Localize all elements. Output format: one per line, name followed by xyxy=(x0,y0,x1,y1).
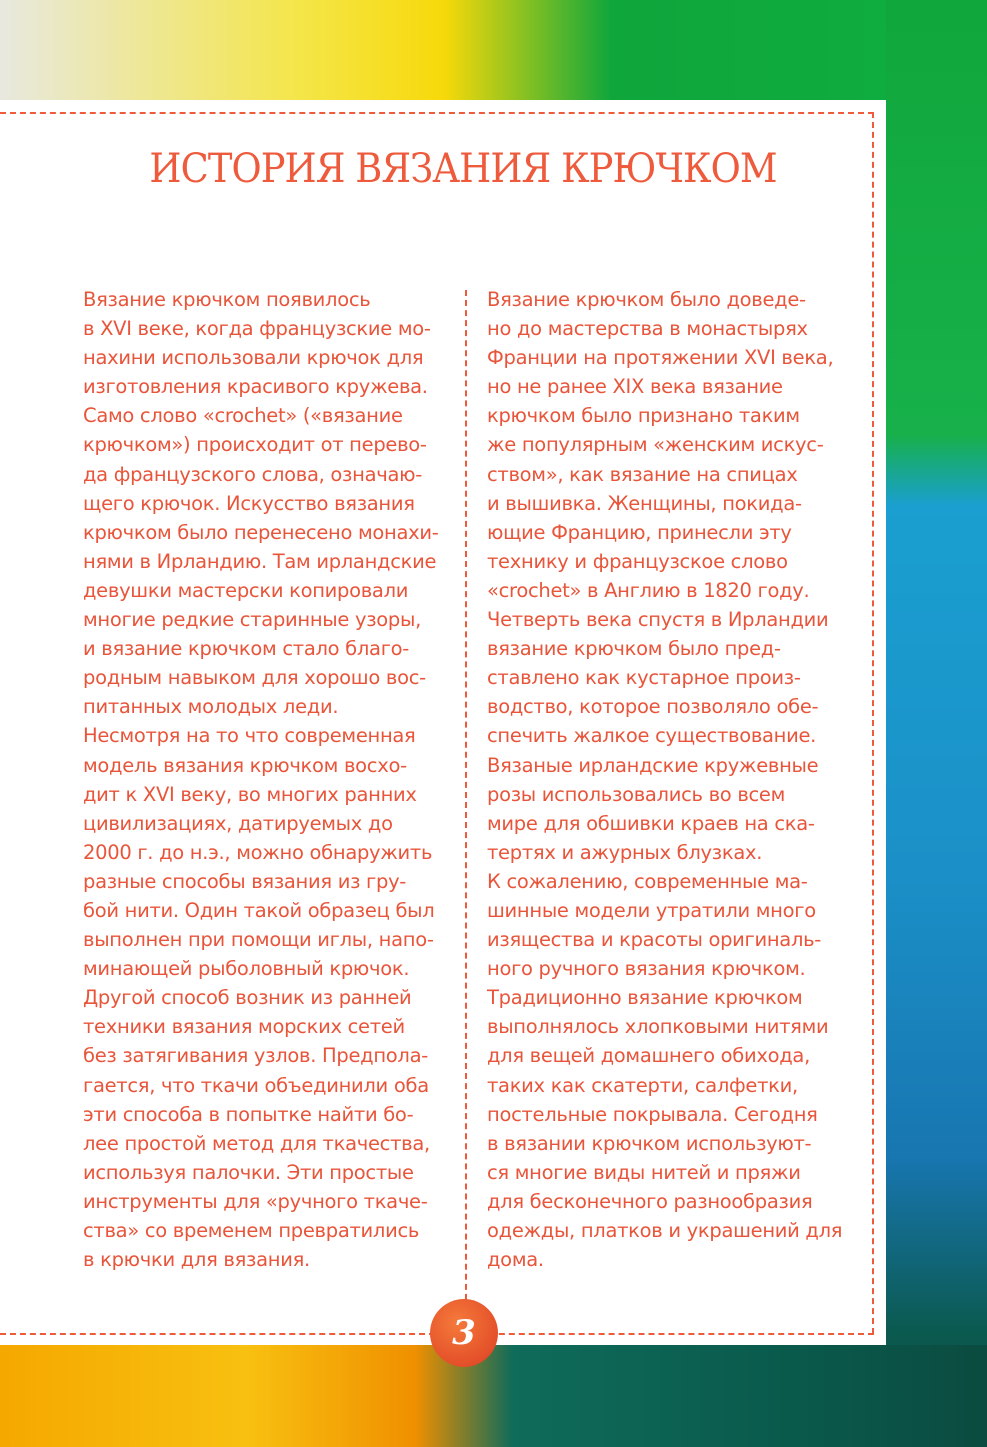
text-line: щего крючок. Искусство вязания xyxy=(83,491,415,515)
text-line: Другой способ возник из ранней xyxy=(83,986,412,1010)
text-column-right xyxy=(487,285,842,1274)
text-line: водство, которое позволяло обе- xyxy=(487,695,819,719)
text-line: гается, что ткачи объединили оба xyxy=(83,1073,429,1097)
dashed-border-right xyxy=(872,112,874,1334)
text-line: для вещей домашнего обихода, xyxy=(487,1044,810,1068)
text-line: ством», как вязание на спицах xyxy=(487,462,798,486)
text-line: постельные покрывала. Сегодня xyxy=(487,1102,818,1126)
text-line: лее простой метод для ткачества, xyxy=(83,1131,430,1155)
text-line: и вязание крючком стало благо- xyxy=(83,637,410,661)
text-line: дома. xyxy=(487,1248,544,1272)
text-line: спечить жалкое существование. xyxy=(487,724,817,748)
text-line: модель вязания крючком восхо- xyxy=(83,753,407,777)
text-line: девушки мастерски копировали xyxy=(83,578,409,602)
text-line: минающей рыболовный крючок. xyxy=(83,957,410,981)
text-line: мире для обшивки краев на ска- xyxy=(487,811,815,835)
text-line: одежды, платков и украшений для xyxy=(487,1219,843,1242)
text-line: Четверть века спустя в Ирландии xyxy=(487,608,829,632)
text-line: же популярным «женским искус- xyxy=(487,433,824,457)
text-line: крючком было признано таким xyxy=(487,404,800,428)
text-line: вязание крючком было пред- xyxy=(487,637,781,661)
text-line: розы использовались во всем xyxy=(487,782,786,806)
text-line: бой нити. Один такой образец был xyxy=(83,898,435,922)
text-line: без затягивания узлов. Предпола- xyxy=(83,1044,428,1068)
text-line: Само слово «crochet» («вязание xyxy=(83,404,403,428)
text-line: используя палочки. Эти простые xyxy=(83,1160,414,1184)
text-line: для бесконечного разнообразия xyxy=(487,1189,813,1213)
column-divider xyxy=(465,290,467,1330)
text-line: в вязании крючком используют- xyxy=(487,1131,812,1155)
text-line: ставлено как кустарное произ- xyxy=(487,666,801,690)
text-line: эти способа в попытке найти бо- xyxy=(83,1102,414,1126)
text-line: дит к XVI веку, во многих ранних xyxy=(83,782,417,806)
text-line: технику и французское слово xyxy=(487,549,788,573)
text-line: ся многие виды нитей и пряжи xyxy=(487,1160,801,1184)
text-line: цивилизациях, датируемых до xyxy=(83,811,393,835)
text-line: Вязание крючком было доведе- xyxy=(487,288,806,311)
text-line: родным навыком для хорошо вос- xyxy=(83,666,426,690)
text-line: Франции на протяжении XVI века, xyxy=(487,346,834,370)
text-line: 2000 г. до н.э., можно обнаружить xyxy=(83,840,433,864)
text-line: крючком было перенесено монахи- xyxy=(83,520,439,544)
text-line: выполнялось хлопковыми нитями xyxy=(487,1015,829,1039)
text-line: да французского слова, означаю- xyxy=(83,462,422,486)
text-line: разные способы вязания из гру- xyxy=(83,869,407,893)
yarn-background-right xyxy=(886,0,987,1447)
text-line: Несмотря на то что современная xyxy=(83,724,416,748)
text-line: ющие Францию, принесли эту xyxy=(487,520,792,544)
text-line: тертях и ажурных блузках. xyxy=(487,840,763,864)
text-line: шинные модели утратили много xyxy=(487,898,816,922)
page-panel xyxy=(0,100,886,1345)
text-line: изящества и красоты оригиналь- xyxy=(487,928,822,952)
text-line: Традиционно вязание крючком xyxy=(487,986,803,1010)
text-line: ного ручного вязания крючком. xyxy=(487,957,806,981)
text-line: и вышивка. Женщины, покида- xyxy=(487,491,802,515)
text-line: инструменты для «ручного ткаче- xyxy=(83,1189,428,1213)
text-line: многие редкие старинные узоры, xyxy=(83,608,421,632)
dashed-border-top xyxy=(0,112,874,114)
text-line: крючком») происходит от перево- xyxy=(83,433,427,457)
text-line: «crochet» в Англию в 1820 году. xyxy=(487,578,810,602)
text-line: Вязаные ирландские кружевные xyxy=(487,753,819,777)
page-number-badge: 3 xyxy=(430,1299,498,1367)
text-line: К сожалению, современные ма- xyxy=(487,869,808,893)
text-line: нахини использовали крючок для xyxy=(83,346,424,370)
yarn-background-bottom xyxy=(0,1345,987,1447)
text-line: таких как скатерти, салфетки, xyxy=(487,1073,798,1097)
text-line: выполнен при помощи иглы, напо- xyxy=(83,928,434,952)
text-line: Вязание крючком появилось xyxy=(83,288,371,311)
text-line: изготовления красивого кружева. xyxy=(83,375,428,399)
page-title: ИСТОРИЯ ВЯЗАНИЯ КРЮЧКОМ xyxy=(149,146,777,192)
text-line: нями в Ирландию. Там ирландские xyxy=(83,549,437,573)
text-line: но до мастерства в монастырях xyxy=(487,317,808,341)
text-line: питанных молодых леди. xyxy=(83,695,339,719)
text-line: но не ранее XIX века вязание xyxy=(487,375,783,399)
text-line: ства» со временем превратились xyxy=(83,1219,420,1242)
text-line: в XVI веке, когда французские мо- xyxy=(83,317,431,341)
text-line: в крючки для вязания. xyxy=(83,1248,310,1272)
text-column-left xyxy=(83,285,438,1274)
text-line: техники вязания морских сетей xyxy=(83,1015,405,1039)
